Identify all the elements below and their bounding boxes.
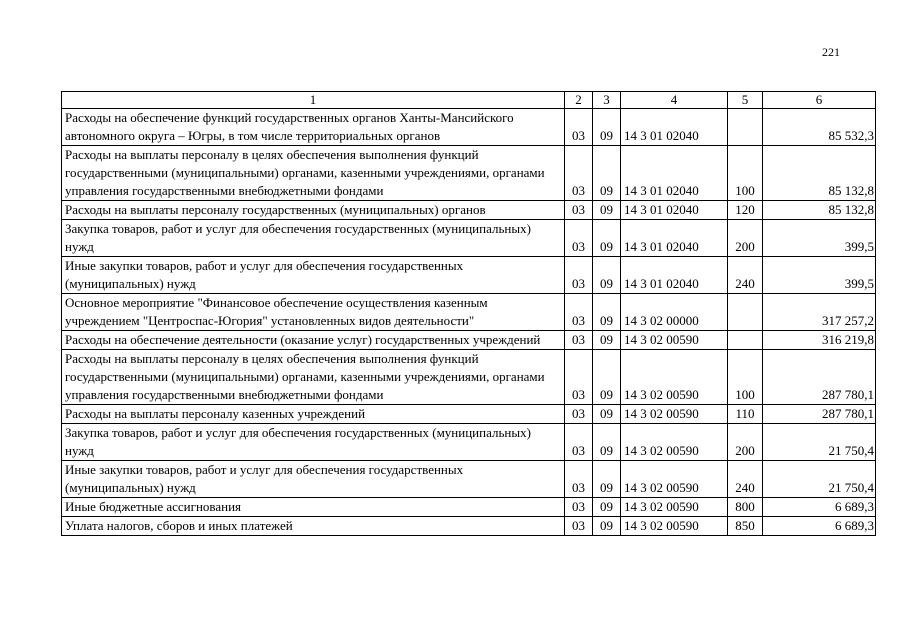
page-number: 221 <box>822 45 840 59</box>
row-name-cell: Основное мероприятие "Финансовое обеспечение осуществления казенным учреждением "Центроспас-Югория" установленных видов деятельности" <box>62 294 565 331</box>
header-cell-6: 6 <box>763 92 876 109</box>
row-section-cell: 03 <box>565 220 593 257</box>
row-sum-cell: 85 132,8 <box>763 201 876 220</box>
table-row <box>62 109 876 146</box>
table-row <box>62 146 876 201</box>
row-sum-cell: 287 780,1 <box>763 405 876 424</box>
row-sum-cell: 85 532,3 <box>763 109 876 146</box>
row-expense-type-cell: 200 <box>728 220 763 257</box>
row-subsection-cell: 09 <box>593 405 621 424</box>
row-sum-cell: 6 689,3 <box>763 517 876 536</box>
table-row <box>62 517 876 536</box>
row-target-article-cell: 14 3 02 00590 <box>621 331 728 350</box>
row-expense-type-cell: 240 <box>728 461 763 498</box>
budget-table <box>61 91 876 536</box>
row-sum-cell: 21 750,4 <box>763 424 876 461</box>
row-name-cell: Расходы на выплаты персоналу казенных учреждений <box>62 405 565 424</box>
row-subsection-cell: 09 <box>593 498 621 517</box>
row-section-cell: 03 <box>565 517 593 536</box>
row-expense-type-cell <box>728 109 763 146</box>
row-section-cell: 03 <box>565 109 593 146</box>
row-expense-type-cell: 200 <box>728 424 763 461</box>
row-section-cell: 03 <box>565 405 593 424</box>
row-name-cell: Уплата налогов, сборов и иных платежей <box>62 517 565 536</box>
row-name-cell: Расходы на обеспечение деятельности (оказание услуг) государственных учреждений <box>62 331 565 350</box>
row-subsection-cell: 09 <box>593 424 621 461</box>
table-row <box>62 405 876 424</box>
row-expense-type-cell: 850 <box>728 517 763 536</box>
row-sum-cell: 287 780,1 <box>763 350 876 405</box>
row-section-cell: 03 <box>565 498 593 517</box>
row-target-article-cell: 14 3 02 00590 <box>621 405 728 424</box>
row-name-cell: Расходы на выплаты персоналу в целях обеспечения выполнения функций государственными (муниципальными) органами, казенными учреждениями, органами управления государственными внебюджетными фондами <box>62 146 565 201</box>
row-sum-cell: 316 219,8 <box>763 331 876 350</box>
table-row <box>62 424 876 461</box>
row-subsection-cell: 09 <box>593 294 621 331</box>
row-expense-type-cell <box>728 294 763 331</box>
row-name-cell: Иные бюджетные ассигнования <box>62 498 565 517</box>
row-sum-cell: 21 750,4 <box>763 461 876 498</box>
row-name-cell: Расходы на выплаты персоналу государственных (муниципальных) органов <box>62 201 565 220</box>
row-target-article-cell: 14 3 02 00590 <box>621 424 728 461</box>
row-expense-type-cell: 120 <box>728 201 763 220</box>
row-section-cell: 03 <box>565 350 593 405</box>
row-target-article-cell: 14 3 02 00590 <box>621 498 728 517</box>
table-row <box>62 220 876 257</box>
row-name-cell: Иные закупки товаров, работ и услуг для обеспечения государственных (муниципальных) нужд <box>62 257 565 294</box>
row-subsection-cell: 09 <box>593 461 621 498</box>
row-section-cell: 03 <box>565 424 593 461</box>
header-cell-3: 3 <box>593 92 621 109</box>
row-target-article-cell: 14 3 02 00000 <box>621 294 728 331</box>
row-section-cell: 03 <box>565 257 593 294</box>
row-target-article-cell: 14 3 01 02040 <box>621 109 728 146</box>
table-row <box>62 498 876 517</box>
row-expense-type-cell: 100 <box>728 350 763 405</box>
row-subsection-cell: 09 <box>593 331 621 350</box>
row-section-cell: 03 <box>565 146 593 201</box>
row-expense-type-cell: 110 <box>728 405 763 424</box>
row-name-cell: Расходы на обеспечение функций государственных органов Ханты-Мансийского автономного округа – Югры, в том числе территориальных органов <box>62 109 565 146</box>
row-name-cell: Закупка товаров, работ и услуг для обеспечения государственных (муниципальных) нужд <box>62 220 565 257</box>
row-subsection-cell: 09 <box>593 201 621 220</box>
row-subsection-cell: 09 <box>593 517 621 536</box>
header-cell-4: 4 <box>621 92 728 109</box>
row-expense-type-cell <box>728 331 763 350</box>
row-sum-cell: 317 257,2 <box>763 294 876 331</box>
row-name-cell: Закупка товаров, работ и услуг для обеспечения государственных (муниципальных) нужд <box>62 424 565 461</box>
row-sum-cell: 399,5 <box>763 220 876 257</box>
row-sum-cell: 85 132,8 <box>763 146 876 201</box>
row-section-cell: 03 <box>565 331 593 350</box>
row-target-article-cell: 14 3 01 02040 <box>621 146 728 201</box>
row-target-article-cell: 14 3 02 00590 <box>621 461 728 498</box>
row-subsection-cell: 09 <box>593 257 621 294</box>
row-section-cell: 03 <box>565 201 593 220</box>
table-row <box>62 257 876 294</box>
header-cell-5: 5 <box>728 92 763 109</box>
table-row <box>62 461 876 498</box>
row-target-article-cell: 14 3 01 02040 <box>621 220 728 257</box>
row-sum-cell: 399,5 <box>763 257 876 294</box>
header-cell-1: 1 <box>62 92 565 109</box>
row-subsection-cell: 09 <box>593 220 621 257</box>
row-subsection-cell: 09 <box>593 350 621 405</box>
row-subsection-cell: 09 <box>593 109 621 146</box>
table-row <box>62 331 876 350</box>
row-target-article-cell: 14 3 02 00590 <box>621 517 728 536</box>
row-target-article-cell: 14 3 01 02040 <box>621 201 728 220</box>
row-target-article-cell: 14 3 02 00590 <box>621 350 728 405</box>
row-section-cell: 03 <box>565 294 593 331</box>
row-target-article-cell: 14 3 01 02040 <box>621 257 728 294</box>
row-expense-type-cell: 100 <box>728 146 763 201</box>
row-sum-cell: 6 689,3 <box>763 498 876 517</box>
table-row <box>62 294 876 331</box>
row-subsection-cell: 09 <box>593 146 621 201</box>
row-expense-type-cell: 800 <box>728 498 763 517</box>
row-name-cell: Иные закупки товаров, работ и услуг для обеспечения государственных (муниципальных) нужд <box>62 461 565 498</box>
row-name-cell: Расходы на выплаты персоналу в целях обеспечения выполнения функций государственными (муниципальными) органами, казенными учреждениями, органами управления государственными внебюджетными фондами <box>62 350 565 405</box>
row-expense-type-cell: 240 <box>728 257 763 294</box>
header-cell-2: 2 <box>565 92 593 109</box>
row-section-cell: 03 <box>565 461 593 498</box>
table-row <box>62 201 876 220</box>
table-row <box>62 350 876 405</box>
header-row <box>62 92 876 109</box>
